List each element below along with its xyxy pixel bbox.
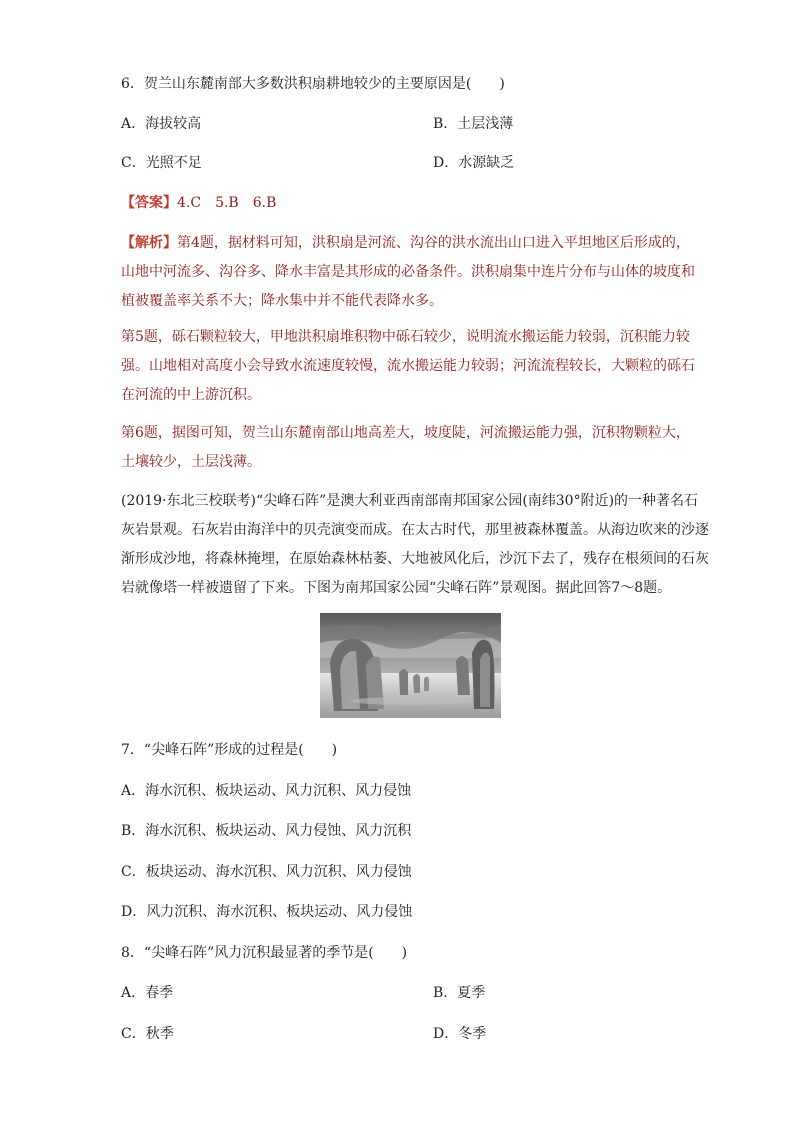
- answer-tag: 【答案】: [121, 195, 177, 211]
- pinnacles-photo-drawing: [320, 613, 501, 718]
- material-paragraph: (2019·东北三校联考)“尖峰石阵”是澳大利亚西南部南邦国家公园(南纬30°附近)的一种著名石灰岩景观。石灰岩由海洋中的贝壳演变而成。在太古时代，那里被森林覆盖。从海边吹来的沙逐渐形成沙地，将森林掩埋，在原始森林枯萎、大地被风化后，沙沉下去了，残存在根须间的石灰岩就像塔一样被遗留了下来。下图为南邦国家公园“尖峰石阵”景观图。据此回答7～8题。: [121, 493, 709, 596]
- q7-option-c: C．板块运动、海水沉积、风力沉积、风力侵蚀: [121, 864, 412, 880]
- q6-option-a: A．海拔较高: [121, 116, 202, 132]
- analysis-paragraph-2: 第5题，砾石颗粒较大，甲地洪积扇堆积物中砾石较少，说明流水搬运能力较弱，沉积能力较强。山地相对高度小会导致水流速度较慢，流水搬运能力较弱；河流流程较长，大颗粒的砾石在河流的中上游沉积。: [121, 329, 695, 403]
- q7-option-a: A．海水沉积、板块运动、风力沉积、风力侵蚀: [121, 783, 412, 799]
- question-6-stem: 6．贺兰山东麓南部大多数洪积扇耕地较少的主要原因是( ): [121, 76, 505, 92]
- q7-option-b: B．海水沉积、板块运动、风力侵蚀、风力沉积: [121, 823, 412, 839]
- q8-option-b: B．夏季: [433, 985, 486, 1001]
- analysis-paragraph-3: 第6题，据图可知，贺兰山东麓南部山地高差大，坡度陡，河流搬运能力强，沉积物颗粒大，土壤较少，土层浅薄。: [121, 425, 690, 470]
- q6-option-c: C．光照不足: [121, 155, 202, 171]
- analysis-paragraph-1: 【解析】第4题，据材料可知，洪积扇是河流、沟谷的洪水流出山口进入平坦地区后形成的，山地中河流多、沟谷多、降水丰富是其形成的必备条件。洪积扇集中连片分布与山体的坡度和植被覆盖率关系不大；降水集中并不能代表降水多。: [121, 235, 695, 309]
- pinnacles-photo: [320, 613, 501, 718]
- q6-option-d: D．水源缺乏: [433, 155, 515, 171]
- q8-option-a: A．春季: [121, 985, 174, 1001]
- q8-option-d: D．冬季: [433, 1026, 487, 1042]
- analysis-tag: 【解析】: [121, 235, 177, 251]
- q8-option-c: C．秋季: [121, 1026, 174, 1042]
- answer-text: 4.C 5.B 6.B: [177, 195, 277, 211]
- q7-option-d: D．风力沉积、海水沉积、板块运动、风力侵蚀: [121, 904, 413, 920]
- q6-option-b: B．土层浅薄: [433, 116, 514, 132]
- question-7-stem: 7．“尖峰石阵”形成的过程是( ): [121, 742, 338, 758]
- answer-line: [121, 193, 276, 213]
- question-8-stem: 8．“尖峰石阵”风力沉积最显著的季节是( ): [121, 945, 408, 961]
